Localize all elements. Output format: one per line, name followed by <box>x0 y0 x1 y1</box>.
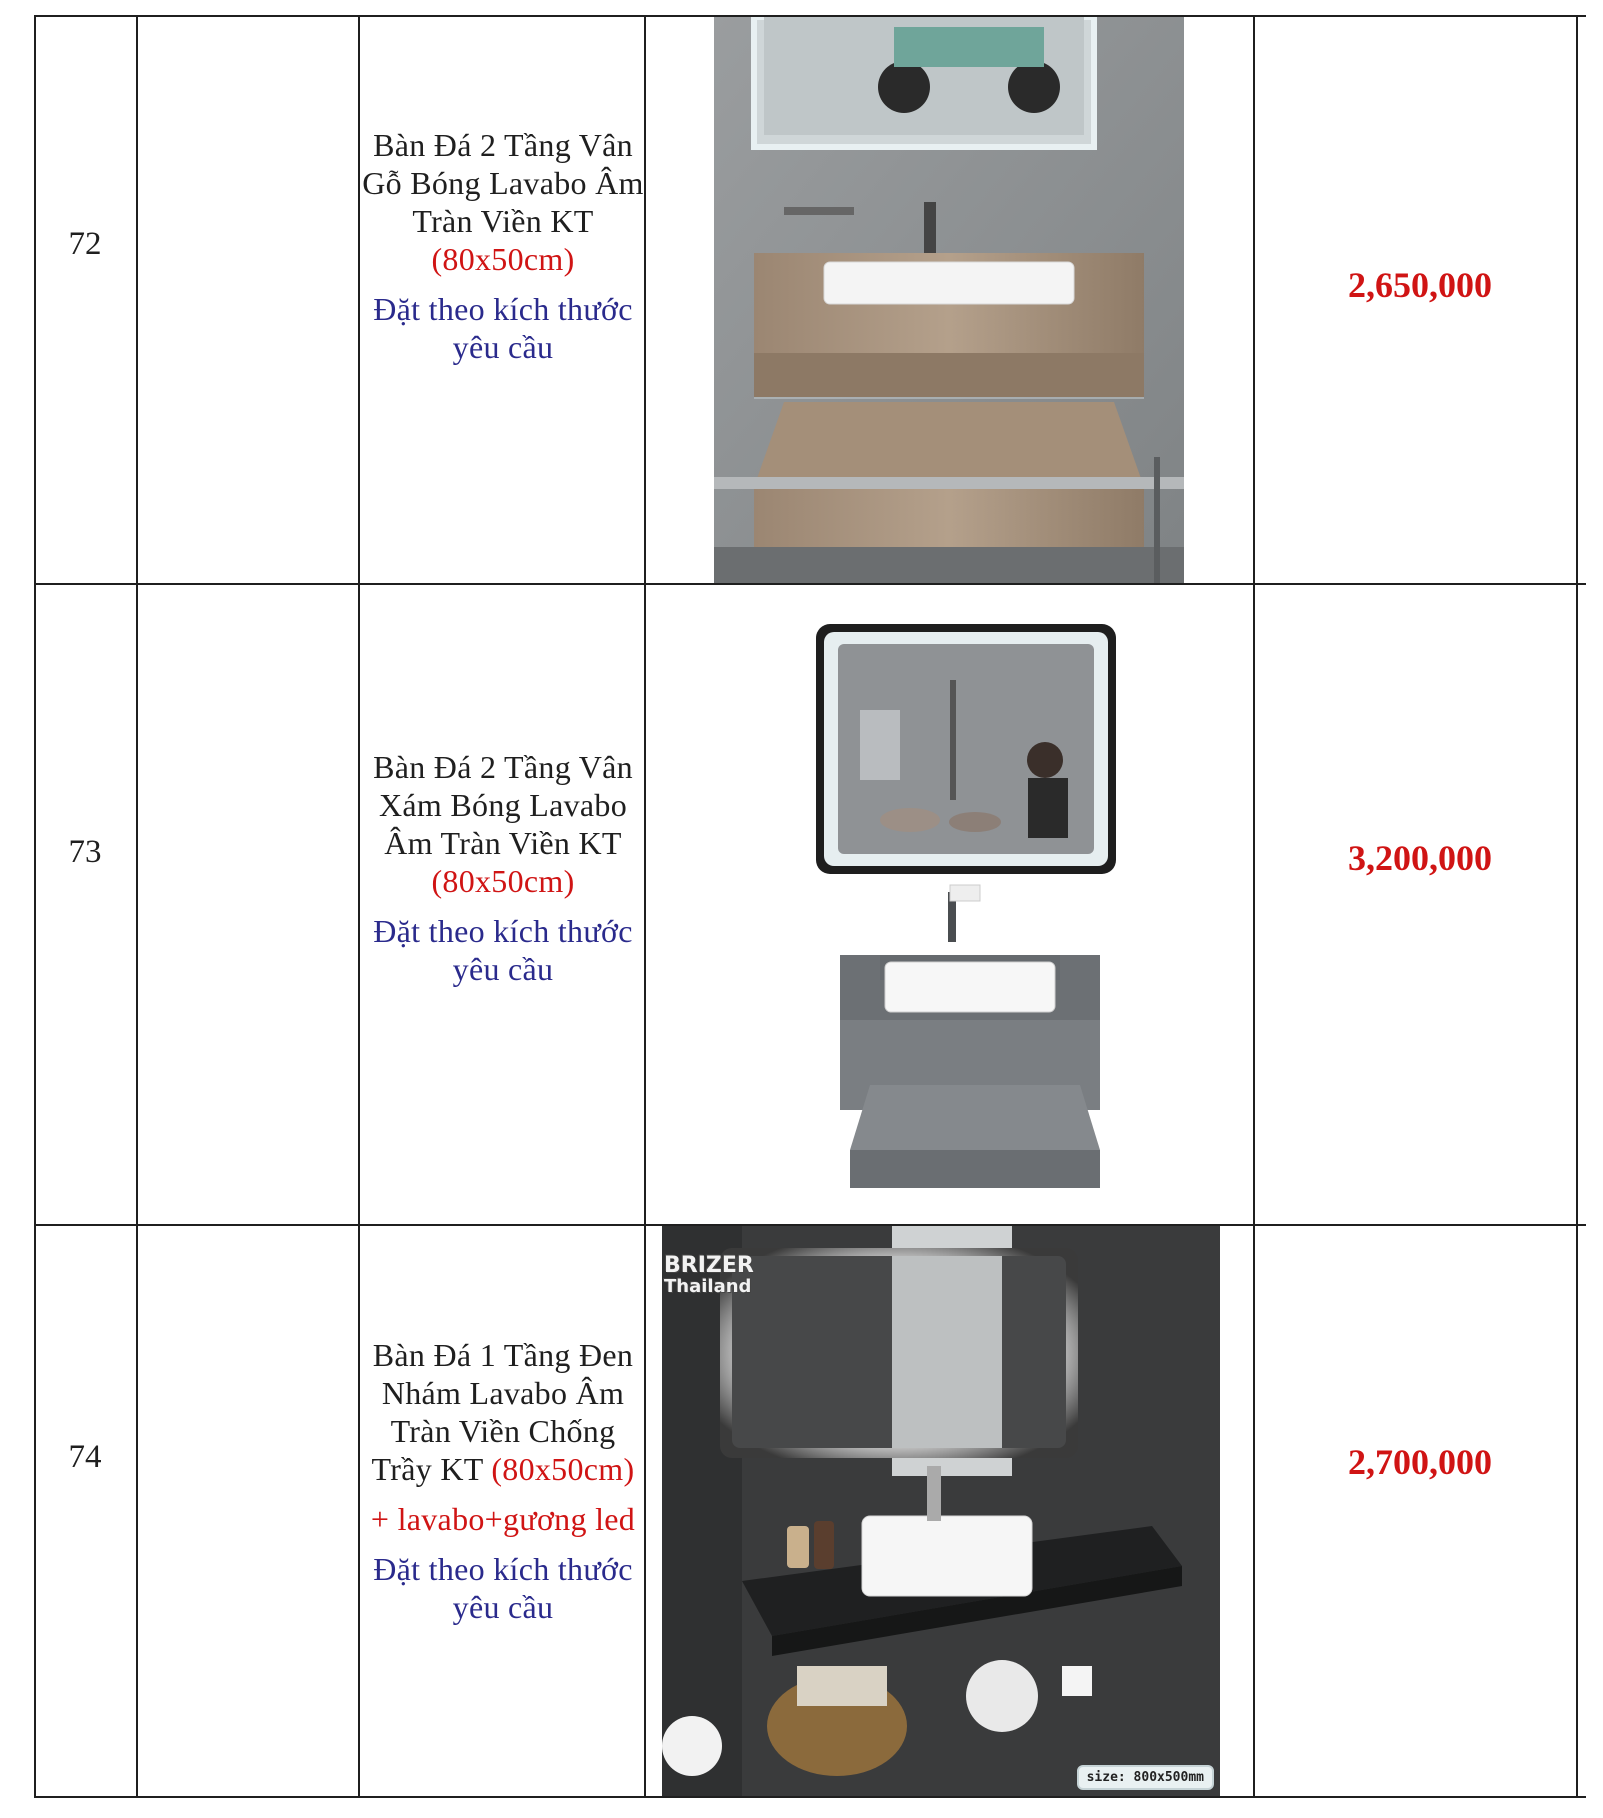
product-name: Bàn Đá 1 Tầng Đen Nhám Lavabo Âm Tràn Viền Chống Trầy KT (80x50cm) <box>371 1337 635 1487</box>
column-border <box>136 15 138 1798</box>
product-description <box>360 126 646 366</box>
vanity-grey-image <box>760 610 1160 1210</box>
size-badge: size: 800x500mm <box>1077 1765 1214 1790</box>
column-border <box>34 15 36 1798</box>
vanity-black-image <box>662 1226 1220 1796</box>
product-size: (80x50cm) <box>491 1451 635 1487</box>
vanity-wood-image <box>714 17 1184 583</box>
order-note: Đặt theo kích thước yêu cầu <box>373 291 633 365</box>
price: 3,200,000 <box>1348 838 1492 878</box>
product-name: Bàn Đá 2 Tầng Vân Xám Bóng Lavabo Âm Tràn Viền KT <box>373 749 633 861</box>
product-extra: + lavabo+gương led <box>370 1501 636 1537</box>
row-divider <box>34 583 1586 585</box>
row-number: 72 <box>68 226 102 262</box>
product-size: (80x50cm) <box>431 863 575 899</box>
product-image <box>662 1226 1220 1796</box>
row-number: 73 <box>68 834 102 870</box>
brand-watermark: BRIZER Thailand <box>664 1253 754 1297</box>
order-note: Đặt theo kích thước yêu cầu <box>373 1551 633 1625</box>
product-size: (80x50cm) <box>431 241 575 277</box>
product-description <box>360 748 646 988</box>
price: 2,700,000 <box>1348 1442 1492 1482</box>
product-name: Bàn Đá 2 Tầng Vân Gỗ Bóng Lavabo Âm Tràn Viền KT <box>362 127 644 239</box>
product-description <box>360 1336 646 1626</box>
order-note: Đặt theo kích thước yêu cầu <box>373 913 633 987</box>
row-number: 74 <box>68 1439 102 1475</box>
price: 2,650,000 <box>1348 265 1492 305</box>
product-image <box>760 610 1160 1210</box>
table-bottom-border <box>34 1796 1586 1798</box>
product-image <box>714 17 1184 583</box>
